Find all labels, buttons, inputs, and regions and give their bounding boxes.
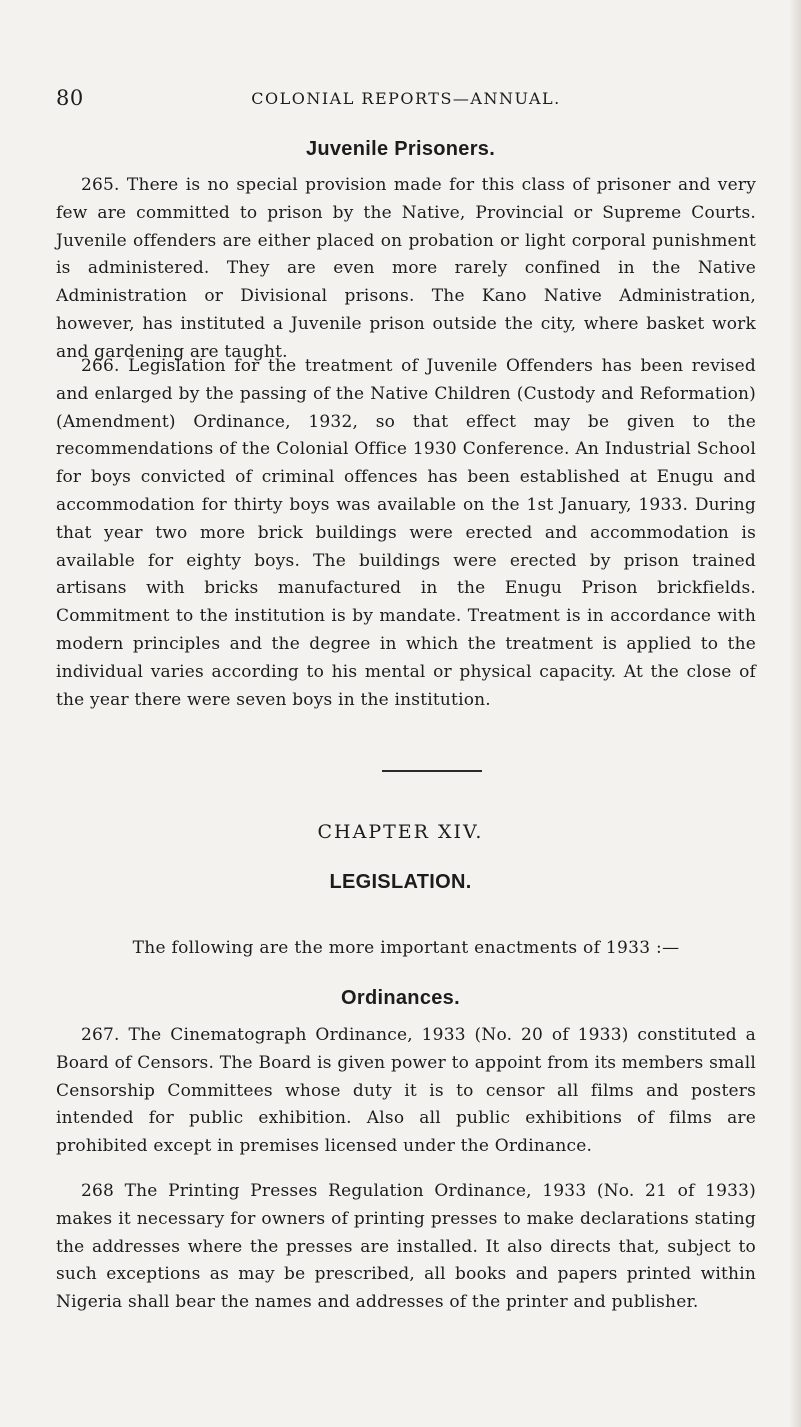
- juvenile-prisoners-heading: Juvenile Prisoners.: [305, 138, 496, 160]
- enactments-intro: The following are the more important enactments of 1933 :—: [132, 938, 680, 958]
- paragraph-267: 267. The Cinematograph Ordinance, 1933 (No. 20 of 1933) constituted a Board of Censors. The Board is given power to appoint from its members small Censorship Committees whose duty it is to censor all films and posters intended for public exhibition. Also all public exhibitions of films are prohibited except in premises licensed under the Ordinance.: [56, 1025, 756, 1157]
- page-edge-shading: [789, 0, 801, 1427]
- chapter-title: CHAPTER XIV.: [317, 821, 484, 843]
- running-header-title: COLONIAL REPORTS—ANNUAL.: [251, 89, 561, 108]
- page-number: 80: [56, 86, 84, 110]
- paragraph-265: 265. There is no special provision made for this class of prisoner and very few are committed to prison by the Native, Provincial or Supreme Courts. Juvenile offenders are either placed on probation or light corporal punishment is administered. They are even more rarely confined in the Native Administration or Divisional prisons. The Kano Native Administration, however, has instituted a Juvenile prison outside the city, where basket work and gardening are taught.: [56, 175, 756, 362]
- paragraph-266: 266. Legislation for the treatment of Juvenile Offenders has been revised and enlarged by the passing of the Native Children (Custody and Reformation) (Amendment) Ordinance, 1932, so that effect may be given to the recommendations of the Colonial Office 1930 Conference. An Industrial School for boys convicted of criminal offences has been established at Enugu and accommodation for thirty boys was available on the 1st January, 1933. During that year two more brick buildings were erected and accommodation is available for eighty boys. The buildings were erected by prison trained artisans with bricks manufactured in the Enugu Prison brickfields. Commitment to the institution is by mandate. Treatment is in accordance with modern principles and the degree in which the treatment is applied to the individual varies according to his mental or physical capacity. At the close of the year there were seven boys in the institution.: [56, 356, 756, 710]
- running-header: [56, 86, 756, 116]
- ordinances-heading: Ordinances.: [341, 987, 460, 1009]
- legislation-heading: LEGISLATION.: [329, 871, 472, 893]
- paragraph-268: 268 The Printing Presses Regulation Ordinance, 1933 (No. 21 of 1933) makes it necessary for owners of printing presses to make declarations stating the addresses where the presses are installed. It also directs that, subject to such exceptions as may be prescribed, all books and papers printed within Nigeria shall bear the names and addresses of the printer and publisher.: [56, 1181, 756, 1313]
- section-divider-rule: [382, 770, 482, 772]
